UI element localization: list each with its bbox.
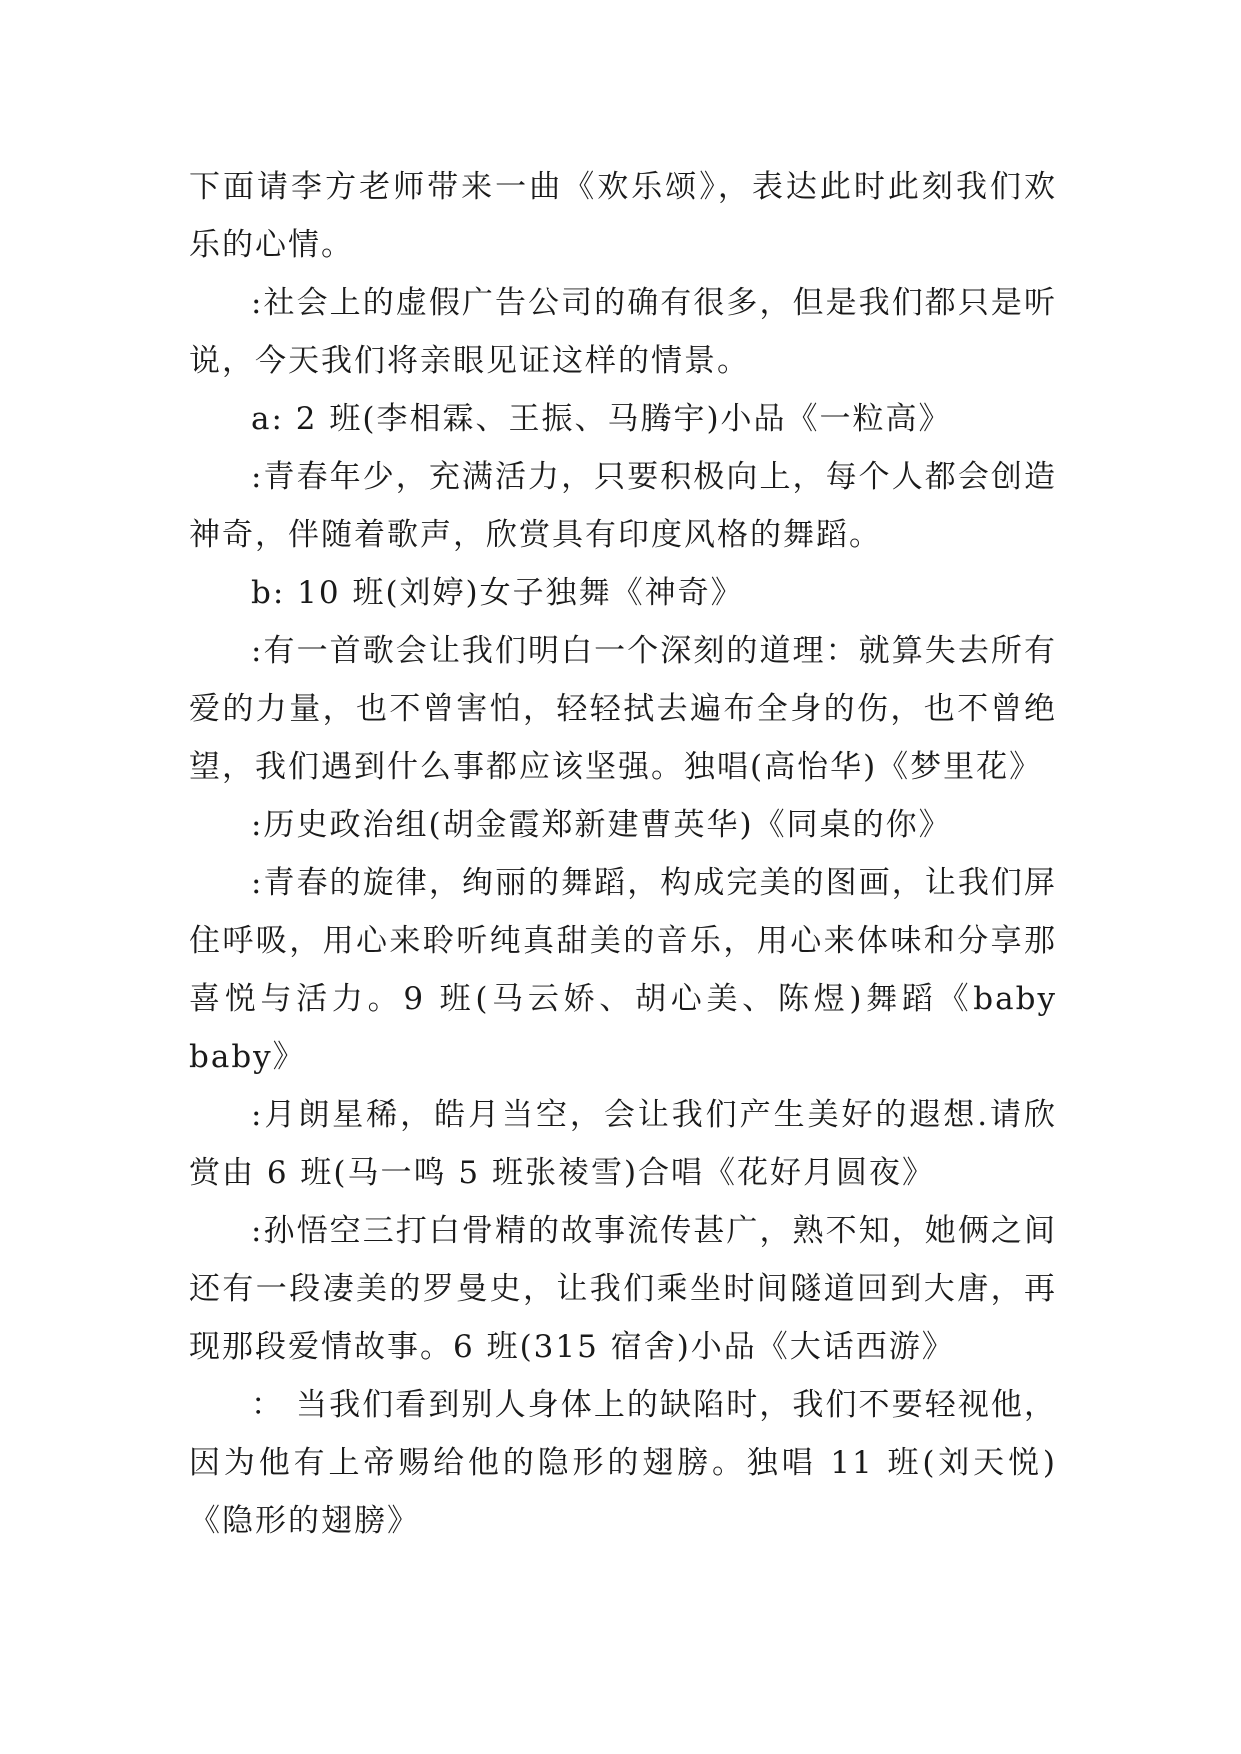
paragraph: :青春的旋律，绚丽的舞蹈，构成完美的图画，让我们屏住呼吸，用心来聆听纯真甜美的音乐，用心来体味和分享那喜悦与活力。9 班(马云娇、胡心美、陈煜)舞蹈《baby baby》 <box>189 865 1057 1075</box>
paragraph: 下面请李方老师带来一曲《欢乐颂》，表达此时此刻我们欢乐的心情。 <box>189 169 1057 263</box>
paragraph: :社会上的虚假广告公司的确有很多，但是我们都只是听说，今天我们将亲眼见证这样的情景。 <box>189 285 1057 379</box>
document-body <box>189 158 1057 1550</box>
paragraph: :青春年少，充满活力，只要积极向上，每个人都会创造神奇，伴随着歌声，欣赏具有印度风格的舞蹈。 <box>189 459 1057 553</box>
paragraph: :历史政治组(胡金霞郑新建曹英华)《同桌的你》 <box>251 807 952 843</box>
paragraph: ： 当我们看到别人身体上的缺陷时，我们不要轻视他，因为他有上帝赐给他的隐形的翅膀。独唱 11 班(刘天悦)《隐形的翅膀》 <box>189 1387 1057 1539</box>
paragraph: :孙悟空三打白骨精的故事流传甚广，熟不知，她俩之间还有一段凄美的罗曼史，让我们乘坐时间隧道回到大唐，再现那段爱情故事。6 班(315 宿舍)小品《大话西游》 <box>189 1213 1057 1365</box>
paragraph: :有一首歌会让我们明白一个深刻的道理：就算失去所有爱的力量，也不曾害怕，轻轻拭去遍布全身的伤，也不曾绝望，我们遇到什么事都应该坚强。独唱(高怡华)《梦里花》 <box>189 633 1057 785</box>
paragraph: :月朗星稀，皓月当空，会让我们产生美好的遐想.请欣赏由 6 班(马一鸣 5 班张祾雪)合唱《花好月圆夜》 <box>189 1097 1057 1191</box>
paragraph: a: 2 班(李相霖、王振、马腾宇)小品《一粒高》 <box>251 401 952 437</box>
paragraph: b: 10 班(刘婷)女子独舞《神奇》 <box>251 575 744 611</box>
